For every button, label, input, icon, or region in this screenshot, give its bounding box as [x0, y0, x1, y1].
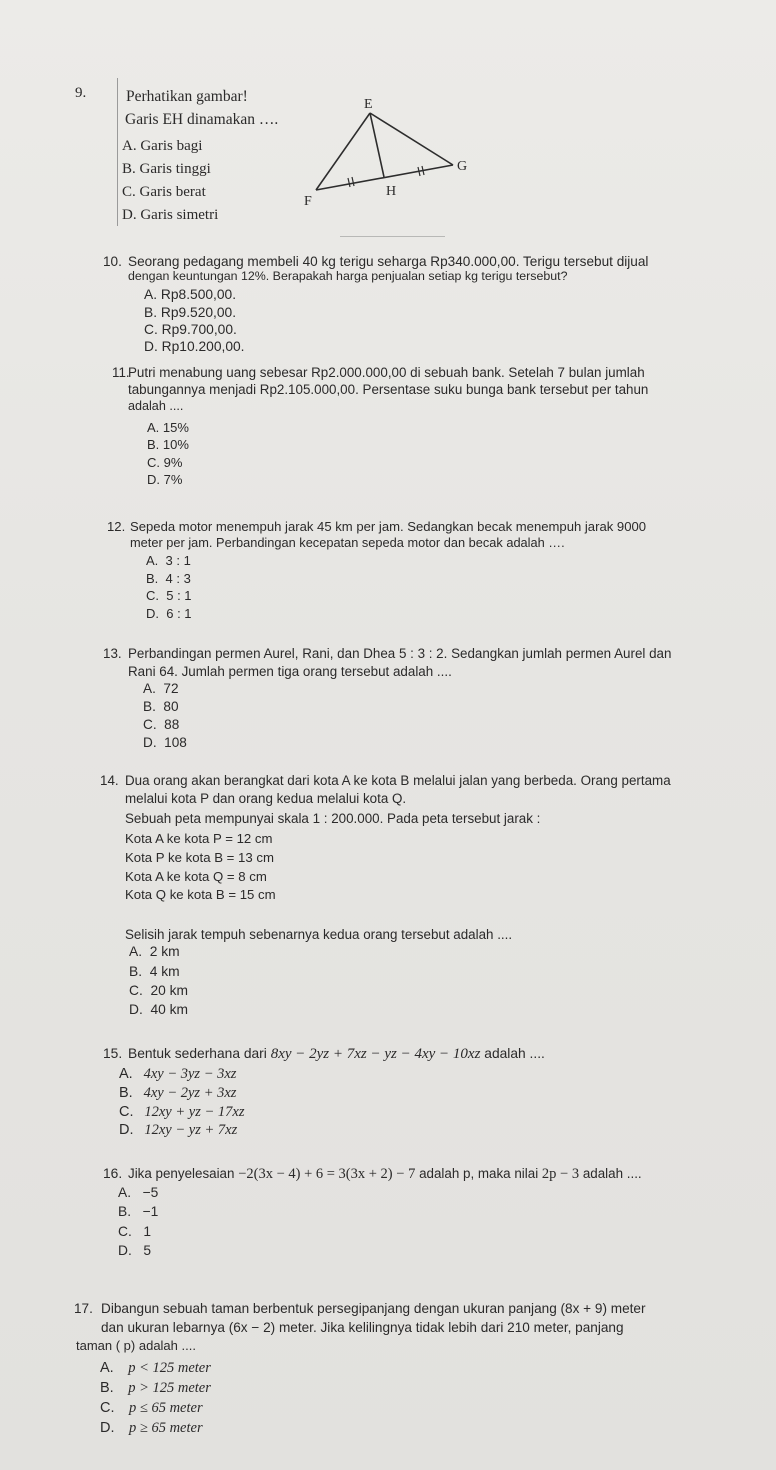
option-letter: C.: [100, 1400, 115, 1416]
option-text: 108: [164, 735, 187, 750]
option-letter: D.: [100, 1420, 115, 1436]
q13-option-c[interactable]: [143, 717, 179, 733]
q17-option-a[interactable]: [100, 1360, 211, 1376]
q15-option-a[interactable]: [119, 1066, 236, 1082]
option-text: 20 km: [150, 983, 189, 998]
option-text: Rp9.700,00.: [161, 322, 237, 337]
option-letter: D.: [144, 339, 158, 354]
separator-line: [340, 236, 445, 237]
option-text: p ≤ 65 meter: [129, 1400, 203, 1416]
option-letter: C.: [147, 455, 160, 470]
option-letter: B.: [100, 1380, 114, 1396]
option-letter: D.: [119, 1122, 134, 1138]
q10-number: 10.: [103, 254, 122, 269]
q12-line2: meter per jam. Perbandingan kecepatan sepeda motor dan becak adalah ….: [130, 535, 565, 550]
option-text: 80: [163, 699, 179, 714]
q10-line1: Seorang pedagang membeli 40 kg terigu seharga Rp340.000,00. Terigu tersebut dijual: [128, 254, 649, 269]
option-letter: B.: [129, 964, 143, 979]
q13-option-b[interactable]: [143, 699, 179, 715]
option-text: Rp10.200,00.: [161, 339, 245, 354]
option-letter: A.: [100, 1360, 114, 1376]
q9-option-b[interactable]: [122, 161, 211, 178]
q13-line1: Perbandingan permen Aurel, Rani, dan Dhea 5 : 3 : 2. Sedangkan jumlah permen Aurel dan: [128, 646, 672, 661]
q12-line1: Sepeda motor menempuh jarak 45 km per jam. Sedangkan becak menempuh jarak 9000: [130, 519, 647, 534]
option-letter: A.: [119, 1066, 133, 1082]
q11-option-b[interactable]: [147, 437, 189, 453]
q15-option-b[interactable]: [119, 1085, 236, 1101]
option-text: 6 : 1: [166, 606, 192, 621]
label-f: F: [304, 194, 312, 209]
q14-distance-pb: Kota P ke kota B = 13 cm: [125, 850, 274, 865]
option-letter: C.: [122, 184, 136, 200]
q16-number: 16.: [103, 1166, 123, 1181]
q14-option-a[interactable]: [129, 944, 180, 960]
option-text: 7%: [163, 472, 183, 487]
option-text: 4xy − 3yz − 3xz: [143, 1066, 237, 1082]
q16-target-expression: 2p − 3: [541, 1166, 580, 1182]
option-letter: C.: [144, 322, 158, 337]
option-text: 15%: [162, 420, 189, 435]
option-letter: A.: [143, 681, 156, 696]
q14-line1: Dua orang akan berangkat dari kota A ke kota B melalui jalan yang berbeda. Orang pertama: [125, 773, 671, 788]
q14-distance-qb: Kota Q ke kota B = 15 cm: [125, 887, 276, 902]
q14-option-c[interactable]: [129, 983, 188, 999]
option-text: 12xy − yz + 7xz: [144, 1122, 238, 1138]
edge-ef: [316, 113, 370, 190]
option-letter: D.: [129, 1002, 143, 1017]
option-text: 10%: [162, 437, 189, 452]
q15-prefix: Bentuk sederhana dari: [128, 1046, 267, 1061]
q16-suffix: adalah ....: [582, 1166, 642, 1181]
label-e: E: [364, 97, 373, 112]
option-letter: A.: [129, 944, 143, 959]
q12-number: 12.: [107, 519, 126, 534]
q10-line2: dengan keuntungan 12%. Berapakah harga penjualan setiap kg terigu tersebut?: [128, 269, 568, 283]
q11-option-c[interactable]: [147, 455, 182, 471]
option-text: Garis bagi: [140, 138, 203, 154]
q9-option-c[interactable]: [122, 184, 206, 201]
q14-option-b[interactable]: [129, 964, 180, 980]
q12-option-b[interactable]: [146, 571, 191, 587]
q14-line3: Sebuah peta mempunyai skala 1 : 200.000. Pada peta tersebut jarak :: [125, 811, 541, 826]
q17-option-b[interactable]: [100, 1380, 211, 1396]
q15-expression: 8xy − 2yz + 7xz − yz − 4xy − 10xz: [270, 1046, 481, 1062]
option-text: p < 125 meter: [128, 1360, 211, 1376]
q15-suffix: adalah ....: [484, 1046, 545, 1061]
q9-question: Garis EH dinamakan ….: [125, 111, 279, 128]
q10-option-b[interactable]: [144, 305, 236, 321]
q17-line1: Dibangun sebuah taman berbentuk persegipanjang dengan ukuran panjang (8x + 9) meter: [101, 1301, 646, 1316]
q14-line2: melalui kota P dan orang kedua melalui kota Q.: [125, 791, 407, 806]
option-letter: D.: [122, 207, 137, 223]
q17-option-d[interactable]: [100, 1420, 203, 1436]
q13-number: 13.: [103, 646, 122, 661]
q10-option-c[interactable]: [144, 322, 237, 338]
option-letter: D.: [143, 735, 157, 750]
option-letter: B.: [144, 305, 158, 320]
q15-number: 15.: [103, 1046, 123, 1061]
option-letter: A.: [122, 138, 137, 154]
option-letter: B.: [118, 1204, 132, 1219]
q12-option-c[interactable]: [146, 588, 192, 604]
option-text: −1: [142, 1204, 159, 1219]
q17-line2: dan ukuran lebarnya (6x − 2) meter. Jika kelilingnya tidak lebih dari 210 meter, panjang: [101, 1320, 624, 1335]
q10-option-a[interactable]: [144, 287, 236, 303]
option-letter: C.: [118, 1224, 132, 1239]
option-text: 9%: [163, 455, 183, 470]
option-text: p > 125 meter: [128, 1380, 211, 1396]
q11-line1: Putri menabung uang sebesar Rp2.000.000,00 di sebuah bank. Setelah 7 bulan jumlah: [128, 365, 645, 380]
option-text: Garis simetri: [140, 207, 219, 223]
option-text: 3 : 1: [165, 553, 191, 568]
option-text: 4xy − 2yz + 3xz: [143, 1085, 237, 1101]
option-letter: B.: [122, 161, 136, 177]
q16-option-d[interactable]: [118, 1243, 151, 1259]
option-text: 12xy + yz − 17xz: [144, 1104, 245, 1120]
q17-number: 17.: [74, 1301, 93, 1316]
edge-eg: [370, 113, 453, 165]
q9-number: 9.: [75, 85, 87, 101]
option-letter: B.: [147, 437, 160, 452]
option-text: 5 : 1: [166, 588, 192, 603]
option-text: 2 km: [149, 944, 180, 959]
option-letter: D.: [118, 1243, 132, 1258]
q15-stem: [128, 1045, 545, 1063]
q16-middle: adalah p, maka nilai: [419, 1166, 539, 1181]
q9-option-a[interactable]: [122, 138, 202, 155]
q14-distance-aq: Kota A ke kota Q = 8 cm: [125, 869, 267, 884]
q9-triangle-figure: [300, 90, 490, 215]
option-text: 88: [164, 717, 180, 732]
option-letter: B.: [143, 699, 156, 714]
q17-option-c[interactable]: [100, 1400, 203, 1416]
q16-option-b[interactable]: [118, 1204, 158, 1220]
label-g: G: [457, 159, 468, 174]
q11-line3: adalah ....: [128, 399, 184, 413]
option-text: −5: [142, 1185, 159, 1200]
option-letter: B.: [146, 571, 159, 586]
option-letter: B.: [119, 1085, 133, 1101]
option-letter: D.: [147, 472, 160, 487]
option-letter: C.: [146, 588, 159, 603]
q16-equation: −2(3x − 4) + 6 = 3(3x + 2) − 7: [238, 1166, 416, 1182]
q15-option-c[interactable]: [119, 1104, 244, 1120]
q14-number: 14.: [100, 773, 119, 788]
q13-option-d[interactable]: [143, 735, 187, 751]
option-text: 4 : 3: [165, 571, 191, 586]
option-text: p ≥ 65 meter: [129, 1420, 203, 1436]
segment-eh: [370, 113, 384, 177]
option-text: Garis tinggi: [139, 161, 211, 177]
q9-stem: Perhatikan gambar!: [126, 88, 248, 105]
tick-mark: [348, 178, 350, 187]
q16-stem: [128, 1165, 642, 1183]
option-letter: A.: [147, 420, 160, 435]
option-text: 72: [163, 681, 179, 696]
q14-option-d[interactable]: [129, 1002, 188, 1018]
q13-option-a[interactable]: [143, 681, 179, 697]
q13-line2: Rani 64. Jumlah permen tiga orang tersebut adalah ....: [128, 664, 452, 679]
tick-mark: [352, 177, 354, 186]
q12-option-d[interactable]: [146, 606, 192, 622]
label-h: H: [386, 184, 397, 199]
q14-distance-ap: Kota A ke kota P = 12 cm: [125, 831, 273, 846]
q10-option-d[interactable]: [144, 339, 245, 355]
q12-option-a[interactable]: [146, 553, 191, 569]
option-letter: A.: [118, 1185, 132, 1200]
option-text: 1: [143, 1224, 151, 1239]
option-text: Rp9.520,00.: [160, 305, 237, 320]
edge-fg: [316, 165, 453, 190]
option-letter: C.: [129, 983, 143, 998]
option-letter: A.: [146, 553, 159, 568]
option-letter: D.: [146, 606, 159, 621]
q16-prefix: Jika penyelesaian: [128, 1166, 235, 1181]
option-text: 40 km: [150, 1002, 189, 1017]
option-text: 5: [143, 1243, 151, 1258]
q11-option-a[interactable]: [147, 420, 189, 436]
q9-divider-line: [117, 78, 118, 226]
q9-option-d[interactable]: [122, 207, 218, 224]
q16-option-a[interactable]: [118, 1185, 158, 1201]
option-letter: C.: [119, 1104, 134, 1120]
q17-line3: taman ( p) adalah ....: [76, 1338, 196, 1353]
q14-question: Selisih jarak tempuh sebenarnya kedua orang tersebut adalah ....: [125, 927, 513, 942]
q11-number: 11.: [112, 365, 130, 380]
q11-option-d[interactable]: [147, 472, 182, 488]
q16-option-c[interactable]: [118, 1224, 151, 1240]
option-letter: A.: [144, 287, 158, 302]
option-letter: C.: [143, 717, 157, 732]
q11-line2: tabungannya menjadi Rp2.105.000,00. Persentase suku bunga bank tersebut per tahun: [128, 382, 649, 397]
option-text: Garis berat: [139, 184, 206, 200]
option-text: 4 km: [149, 964, 180, 979]
option-text: Rp8.500,00.: [160, 287, 237, 302]
q15-option-d[interactable]: [119, 1122, 237, 1138]
